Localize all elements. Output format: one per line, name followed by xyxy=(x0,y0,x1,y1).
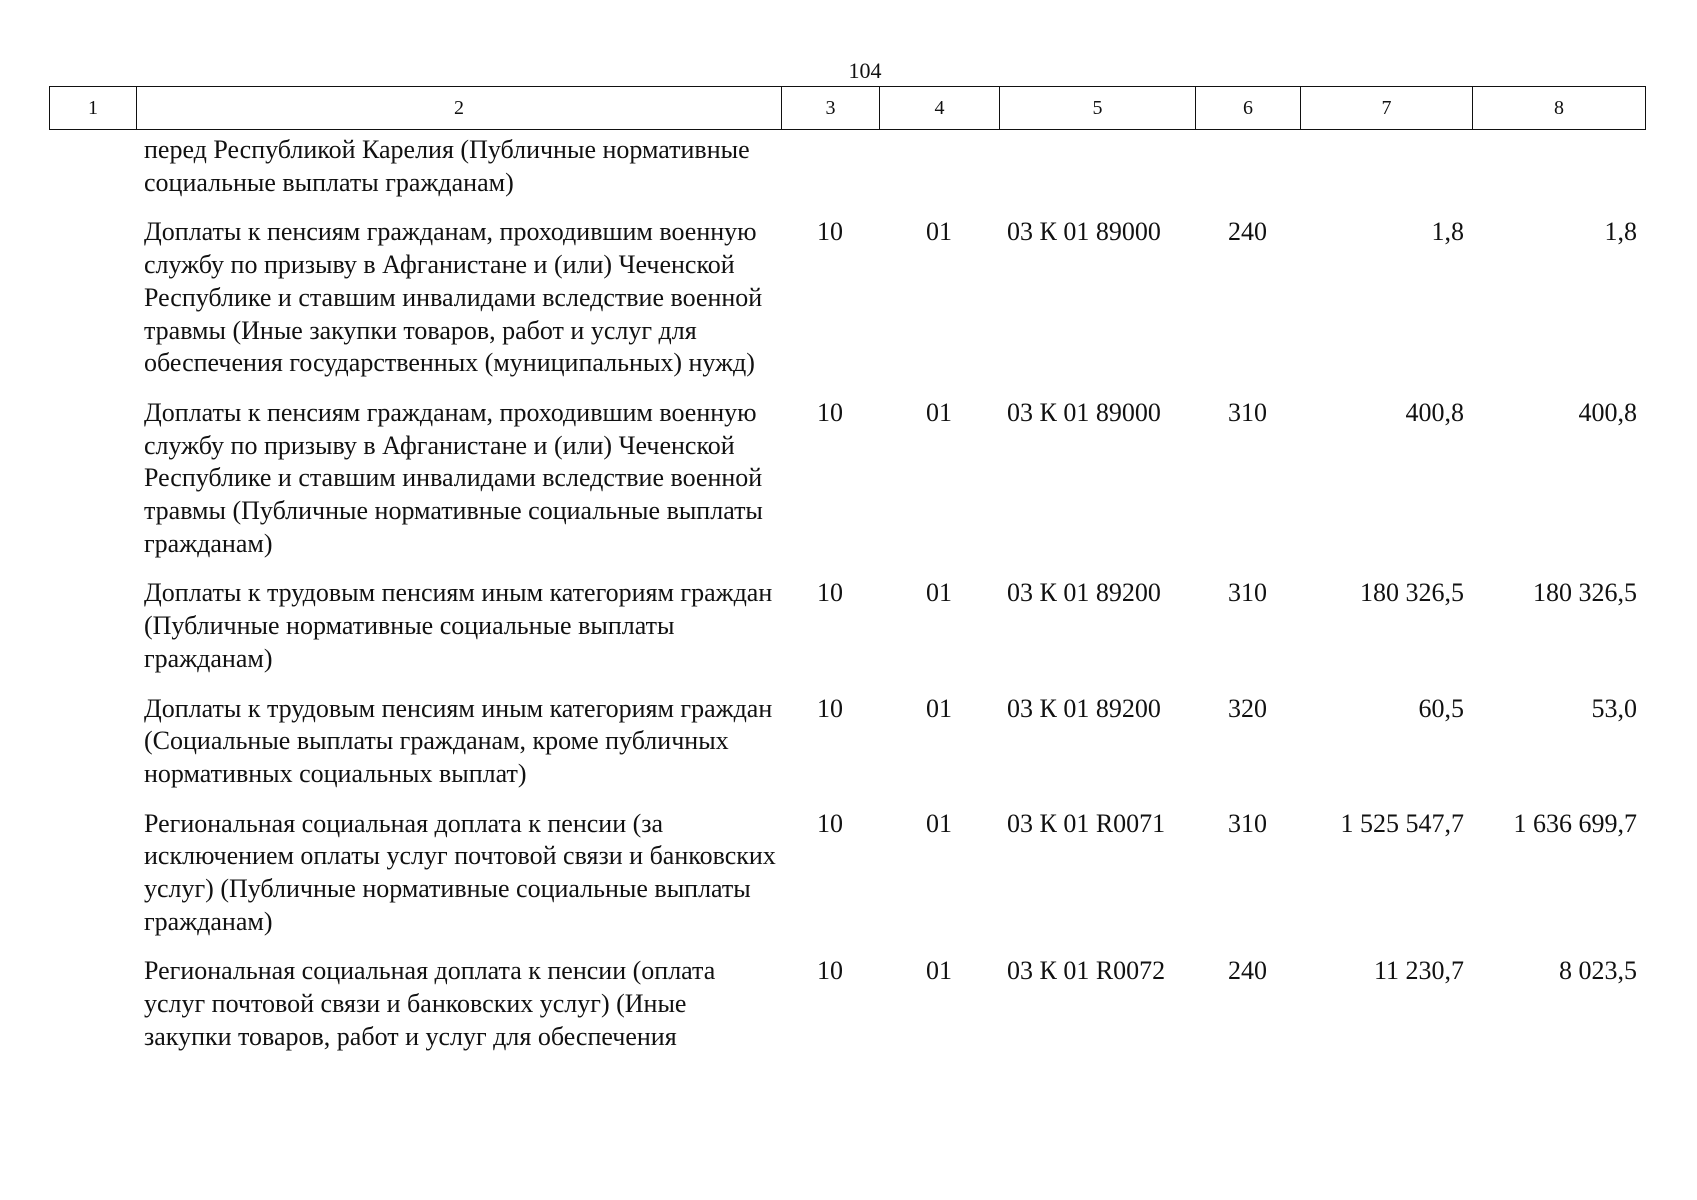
row-expense-type xyxy=(1195,134,1300,199)
header-col-2: 2 xyxy=(137,87,782,130)
row-description: перед Республикой Карелия (Публичные нормативные социальные выплаты гражданам) xyxy=(144,135,750,197)
row-expense-type: 310 xyxy=(1228,397,1267,427)
row-subsection: 01 xyxy=(926,217,952,247)
row-amount-col8 xyxy=(1472,134,1645,199)
row-section: 10 xyxy=(817,578,843,608)
row-amount-col8: 8 023,5 xyxy=(1559,956,1637,986)
row-amount-col7: 1 525 547,7 xyxy=(1340,808,1464,838)
row-amount-col7: 1,8 xyxy=(1431,217,1464,247)
row-subsection: 01 xyxy=(926,808,952,838)
row-description: Доплаты к трудовым пенсиям иным категориям граждан (Социальные выплаты гражданам, кроме публичных нормативных социальных выплат) xyxy=(144,693,773,788)
row-amount-col8: 1 636 699,7 xyxy=(1513,808,1637,838)
row-description: Доплаты к пенсиям гражданам, проходившим военную службу по призыву в Афганистане и (или) Чеченской Республике и ставшим инвалидами вследствие военной травмы (Иные закупки товаров, работ и услуг для обеспечения государственных (муниципальных) нужд) xyxy=(144,217,763,378)
table-row xyxy=(49,693,1645,791)
header-col-8: 8 xyxy=(1473,87,1646,130)
page-number: 104 xyxy=(848,58,882,83)
row-expense-type: 320 xyxy=(1228,693,1267,723)
row-target-article: 03 К 01 R0072 xyxy=(1007,956,1166,986)
row-target-article: 03 К 01 R0071 xyxy=(1007,808,1166,838)
header-col-7: 7 xyxy=(1301,87,1473,130)
table-row xyxy=(49,216,1645,380)
row-description: Региональная социальная доплата к пенсии (за исключением оплаты услуг почтовой связи и банковских услуг) (Публичные нормативные социальные выплаты гражданам) xyxy=(144,808,776,936)
header-col-1: 1 xyxy=(50,87,137,130)
header-col-4: 4 xyxy=(880,87,1000,130)
row-amount-col8: 1,8 xyxy=(1604,217,1637,247)
table-row xyxy=(49,397,1645,561)
table-row xyxy=(49,577,1645,675)
row-amount-col8: 53,0 xyxy=(1591,693,1637,723)
row-subsection: 01 xyxy=(926,578,952,608)
row-amount-col7: 60,5 xyxy=(1418,693,1464,723)
budget-table-body xyxy=(49,134,1645,1054)
row-amount-col8: 400,8 xyxy=(1578,397,1637,427)
row-target-article: 03 К 01 89200 xyxy=(1007,578,1161,608)
row-section: 10 xyxy=(817,217,843,247)
row-target-article: 03 К 01 89200 xyxy=(1007,693,1161,723)
row-target-article xyxy=(999,134,1195,199)
row-description: Доплаты к пенсиям гражданам, проходившим военную службу по призыву в Афганистане и (или) Чеченской Республике и ставшим инвалидами вследствие военной травмы (Публичные нормативные социальные выплаты гражданам) xyxy=(144,397,763,558)
row-amount-col7: 180 326,5 xyxy=(1360,578,1464,608)
column-number-header xyxy=(49,86,1646,130)
row-description: Доплаты к трудовым пенсиям иным категориям граждан (Публичные нормативные социальные выплаты гражданам) xyxy=(144,578,773,673)
table-row xyxy=(49,955,1645,1053)
row-amount-col7: 400,8 xyxy=(1405,397,1464,427)
row-target-article: 03 К 01 89000 xyxy=(1007,397,1161,427)
row-target-article: 03 К 01 89000 xyxy=(1007,217,1161,247)
row-subsection: 01 xyxy=(926,693,952,723)
row-amount-col8: 180 326,5 xyxy=(1533,578,1637,608)
row-expense-type: 240 xyxy=(1228,956,1267,986)
row-section: 10 xyxy=(817,956,843,986)
header-col-6: 6 xyxy=(1196,87,1301,130)
header-col-5: 5 xyxy=(1000,87,1196,130)
row-section: 10 xyxy=(817,808,843,838)
header-col-3: 3 xyxy=(782,87,880,130)
row-section xyxy=(781,134,879,199)
row-expense-type: 310 xyxy=(1228,578,1267,608)
row-amount-col7: 11 230,7 xyxy=(1373,956,1464,986)
table-row xyxy=(49,134,1645,199)
row-expense-type: 240 xyxy=(1228,217,1267,247)
row-description: Региональная социальная доплата к пенсии (оплата услуг почтовой связи и банковских услуг) (Иные закупки товаров, работ и услуг для обеспечения xyxy=(144,956,716,1051)
table-row xyxy=(49,808,1645,939)
row-subsection: 01 xyxy=(926,956,952,986)
row-subsection xyxy=(879,134,999,199)
row-subsection: 01 xyxy=(926,397,952,427)
row-section: 10 xyxy=(817,693,843,723)
row-section: 10 xyxy=(817,397,843,427)
row-expense-type: 310 xyxy=(1228,808,1267,838)
row-amount-col7 xyxy=(1300,134,1472,199)
